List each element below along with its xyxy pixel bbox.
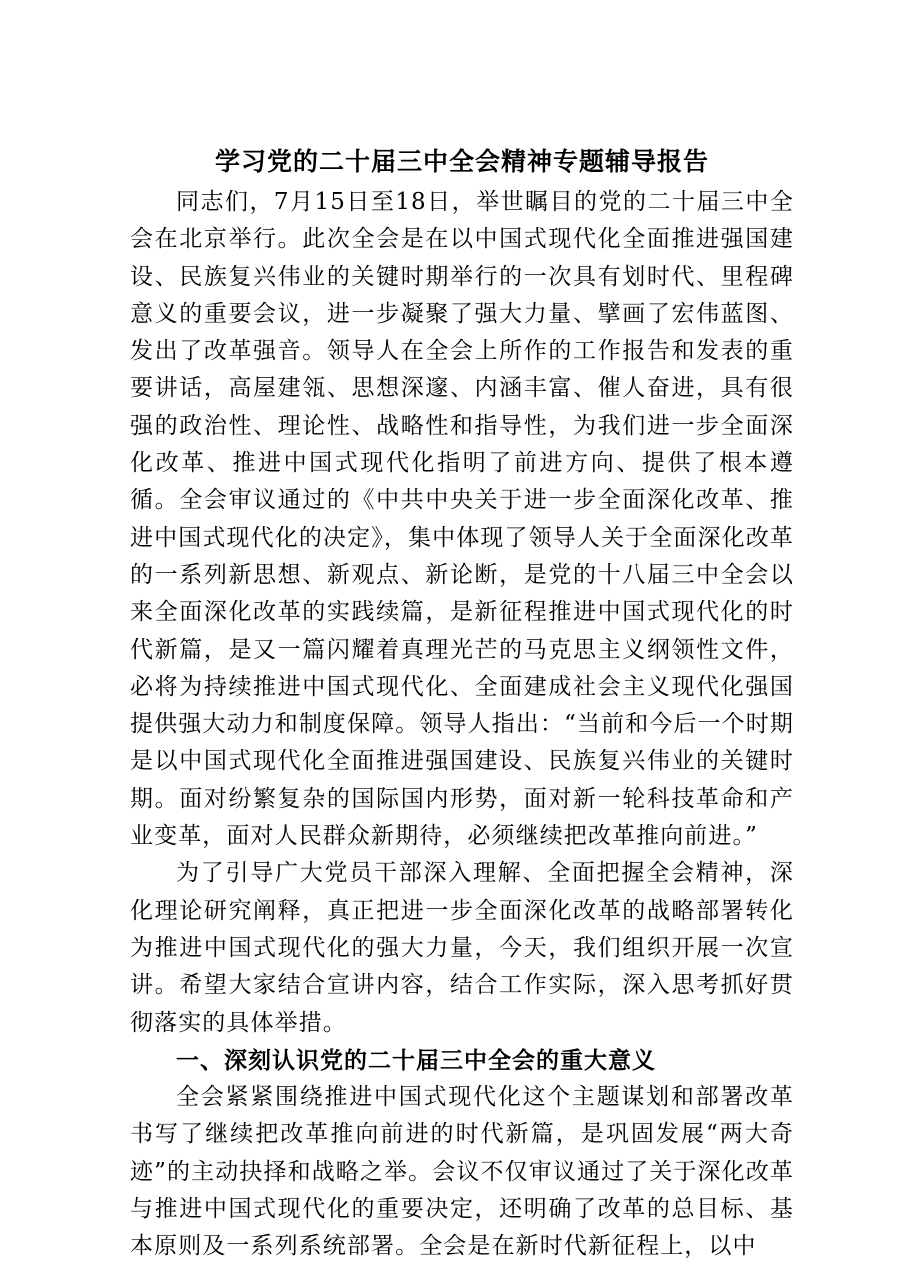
document-title: 学习党的二十届三中全会精神专题辅导报告 <box>214 147 709 176</box>
section-1-paragraph: 全会紧紧围绕推进中国式现代化这个主题谋划和部署改革书写了继续把改革推向前进的时代新篇，是巩固发展“两大奇迹”的主动抉择和战略之举。会议不仅审议通过了关于深化改革与推进中国式现代化的重要决定，还明确了改革的总目标、基本原则及一系列系统部署。全会是在新时代新征程上，以中 <box>130 1084 794 1260</box>
paragraph-opening: 同志们，7月15日至18日，举世瞩目的党的二十届三中全会在北京举行。此次全会是在以中国式现代化全面推进强国建设、民族复兴伟业的关键时期举行的一次具有划时代、里程碑意义的重要会议，进一步凝聚了强大力量、擘画了宏伟蓝图、发出了改革强音。领导人在全会上所作的工作报告和发表的重要讲话，高屋建瓴、思想深邃、内涵丰富、催人奋进，具有很强的政治性、理论性、战略性和指导性，为我们进一步全面深化改革、推进中国式现代化指明了前进方向、提供了根本遵循。全会审议通过的《中共中央关于进一步全面深化改革、推进中国式现代化的决定》，集中体现了领导人关于全面深化改革的一系列新思想、新观点、新论断，是党的十八届三中全会以来全面深化改革的实践续篇，是新征程推进中国式现代化的时代新篇，是又一篇闪耀着真理光芒的马克思主义纲领性文件，必将为持续推进中国式现代化、全面建成社会主义现代化强国提供强大动力和制度保障。领导人指出：“当前和今后一个时期是以中国式现代化全面推进强国建设、民族复兴伟业的关键时期。面对纷繁复杂的国际国内形势，面对新一轮科技革命和产业变革，面对人民群众新期待，必须继续把改革推向前进。” <box>130 189 794 850</box>
document-page <box>130 140 794 1266</box>
section-heading-1: 一、深刻认识党的二十届三中全会的重大意义 <box>176 1046 656 1074</box>
paragraph-purpose: 为了引导广大党员干部深入理解、全面把握全会精神，深化理论研究阐释，真正把进一步全面深化改革的战略部署转化为推进中国式现代化的强大力量，今天，我们组织开展一次宣讲。希望大家结合宣讲内容，结合工作实际，深入思考抓好贯彻落实的具体举措。 <box>130 860 794 1036</box>
